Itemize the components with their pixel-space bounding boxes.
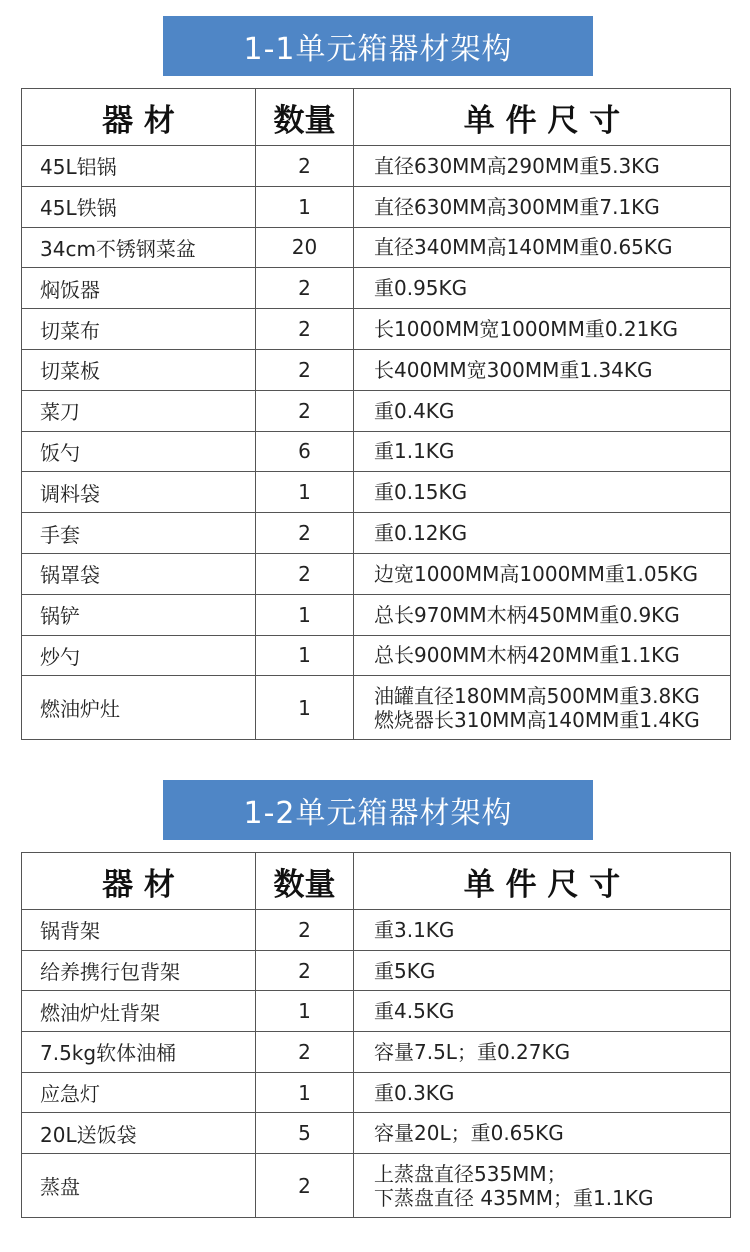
size-line: 重0.3KG	[374, 1080, 455, 1105]
table-row	[22, 1113, 731, 1154]
table-row	[22, 1154, 731, 1218]
table-row	[22, 146, 731, 187]
table-header-row	[22, 853, 731, 910]
equipment-name: 锅罩袋	[22, 553, 256, 594]
equipment-quantity: 1	[256, 594, 354, 635]
table-row	[22, 309, 731, 350]
equipment-size	[354, 676, 731, 740]
equipment-size	[354, 991, 731, 1032]
equipment-name: 菜刀	[22, 390, 256, 431]
table-row	[22, 227, 731, 268]
equipment-size	[354, 349, 731, 390]
equipment-size	[354, 950, 731, 991]
equipment-table-2	[21, 852, 731, 1218]
header-equipment: 器 材	[22, 853, 256, 910]
header-equipment: 器 材	[22, 89, 256, 146]
equipment-name: 7.5kg软体油桶	[22, 1032, 256, 1073]
size-line: 边宽1000MM高1000MM重1.05KG	[374, 561, 698, 586]
size-line: 重1.1KG	[374, 439, 455, 464]
equipment-quantity: 5	[256, 1113, 354, 1154]
equipment-table-1	[21, 88, 731, 740]
size-line: 上蒸盘直径535MM；	[374, 1161, 567, 1186]
header-quantity: 数量	[256, 853, 354, 910]
equipment-size	[354, 146, 731, 187]
equipment-quantity: 2	[256, 1154, 354, 1218]
size-line: 重5KG	[374, 958, 436, 983]
table-row	[22, 472, 731, 513]
equipment-name: 手套	[22, 513, 256, 554]
table-row	[22, 431, 731, 472]
equipment-quantity: 1	[256, 991, 354, 1032]
equipment-name: 炒勺	[22, 635, 256, 676]
equipment-size	[354, 1154, 731, 1218]
equipment-quantity: 1	[256, 1072, 354, 1113]
size-line: 长400MM宽300MM重1.34KG	[374, 357, 653, 382]
equipment-name: 锅铲	[22, 594, 256, 635]
table-row	[22, 268, 731, 309]
equipment-name: 45L铁锅	[22, 186, 256, 227]
equipment-quantity: 1	[256, 186, 354, 227]
equipment-quantity: 2	[256, 1032, 354, 1073]
equipment-name: 燃油炉灶背架	[22, 991, 256, 1032]
equipment-size	[354, 390, 731, 431]
size-line: 直径630MM高290MM重5.3KG	[374, 153, 660, 178]
equipment-quantity: 2	[256, 513, 354, 554]
equipment-size	[354, 635, 731, 676]
table-row	[22, 1032, 731, 1073]
equipment-quantity: 2	[256, 349, 354, 390]
section-1-title: 1-1单元箱器材架构	[243, 32, 513, 67]
equipment-name: 20L送饭袋	[22, 1113, 256, 1154]
size-line: 直径340MM高140MM重0.65KG	[374, 235, 673, 260]
equipment-size	[354, 431, 731, 472]
header-quantity: 数量	[256, 89, 354, 146]
equipment-quantity: 1	[256, 472, 354, 513]
table-row	[22, 991, 731, 1032]
equipment-size	[354, 594, 731, 635]
size-line: 燃烧器长310MM高140MM重1.4KG	[374, 707, 700, 732]
header-unit-size: 单 件 尺 寸	[354, 853, 731, 910]
table-row	[22, 635, 731, 676]
equipment-name: 饭勺	[22, 431, 256, 472]
table-row	[22, 594, 731, 635]
table-row	[22, 513, 731, 554]
size-line: 重0.4KG	[374, 398, 455, 423]
equipment-quantity: 2	[256, 146, 354, 187]
size-line: 长1000MM宽1000MM重0.21KG	[374, 317, 678, 342]
equipment-size	[354, 553, 731, 594]
equipment-size	[354, 1113, 731, 1154]
equipment-size	[354, 1072, 731, 1113]
size-line: 重4.5KG	[374, 999, 455, 1024]
equipment-quantity: 2	[256, 910, 354, 951]
equipment-size	[354, 309, 731, 350]
equipment-size	[354, 910, 731, 951]
equipment-size	[354, 1032, 731, 1073]
equipment-name: 给养携行包背架	[22, 950, 256, 991]
size-line: 总长970MM木柄450MM重0.9KG	[374, 602, 680, 627]
equipment-size	[354, 513, 731, 554]
size-line: 重3.1KG	[374, 917, 455, 942]
table-row	[22, 349, 731, 390]
equipment-quantity: 2	[256, 309, 354, 350]
table-row	[22, 390, 731, 431]
size-line: 直径630MM高300MM重7.1KG	[374, 194, 660, 219]
equipment-name: 蒸盘	[22, 1154, 256, 1218]
equipment-quantity: 20	[256, 227, 354, 268]
table-header-row	[22, 89, 731, 146]
size-line: 油罐直径180MM高500MM重3.8KG	[374, 683, 700, 708]
section-2-title-banner	[163, 780, 593, 840]
equipment-name: 切菜板	[22, 349, 256, 390]
table-row	[22, 910, 731, 951]
equipment-name: 焖饭器	[22, 268, 256, 309]
equipment-name: 切菜布	[22, 309, 256, 350]
equipment-size	[354, 186, 731, 227]
equipment-name: 锅背架	[22, 910, 256, 951]
equipment-quantity: 2	[256, 553, 354, 594]
section-1-title-banner	[163, 16, 593, 76]
equipment-size	[354, 227, 731, 268]
size-line: 重0.95KG	[374, 276, 468, 301]
equipment-name: 34cm不锈钢菜盆	[22, 227, 256, 268]
table-row	[22, 553, 731, 594]
equipment-name: 调料袋	[22, 472, 256, 513]
header-unit-size: 单 件 尺 寸	[354, 89, 731, 146]
equipment-quantity: 2	[256, 268, 354, 309]
table-row	[22, 676, 731, 740]
equipment-size	[354, 472, 731, 513]
size-line: 下蒸盘直径 435MM；重1.1KG	[374, 1185, 654, 1210]
size-line: 容量7.5L；重0.27KG	[374, 1039, 571, 1064]
equipment-quantity: 6	[256, 431, 354, 472]
equipment-quantity: 2	[256, 390, 354, 431]
table-row	[22, 186, 731, 227]
equipment-name: 燃油炉灶	[22, 676, 256, 740]
equipment-quantity: 2	[256, 950, 354, 991]
size-line: 容量20L；重0.65KG	[374, 1121, 564, 1146]
equipment-quantity: 1	[256, 635, 354, 676]
size-line: 重0.15KG	[374, 480, 468, 505]
equipment-name: 45L铝锅	[22, 146, 256, 187]
table-row	[22, 1072, 731, 1113]
equipment-quantity: 1	[256, 676, 354, 740]
size-line: 重0.12KG	[374, 521, 468, 546]
size-line: 总长900MM木柄420MM重1.1KG	[374, 643, 680, 668]
equipment-size	[354, 268, 731, 309]
equipment-name: 应急灯	[22, 1072, 256, 1113]
section-2-title: 1-2单元箱器材架构	[243, 796, 513, 831]
table-row	[22, 950, 731, 991]
